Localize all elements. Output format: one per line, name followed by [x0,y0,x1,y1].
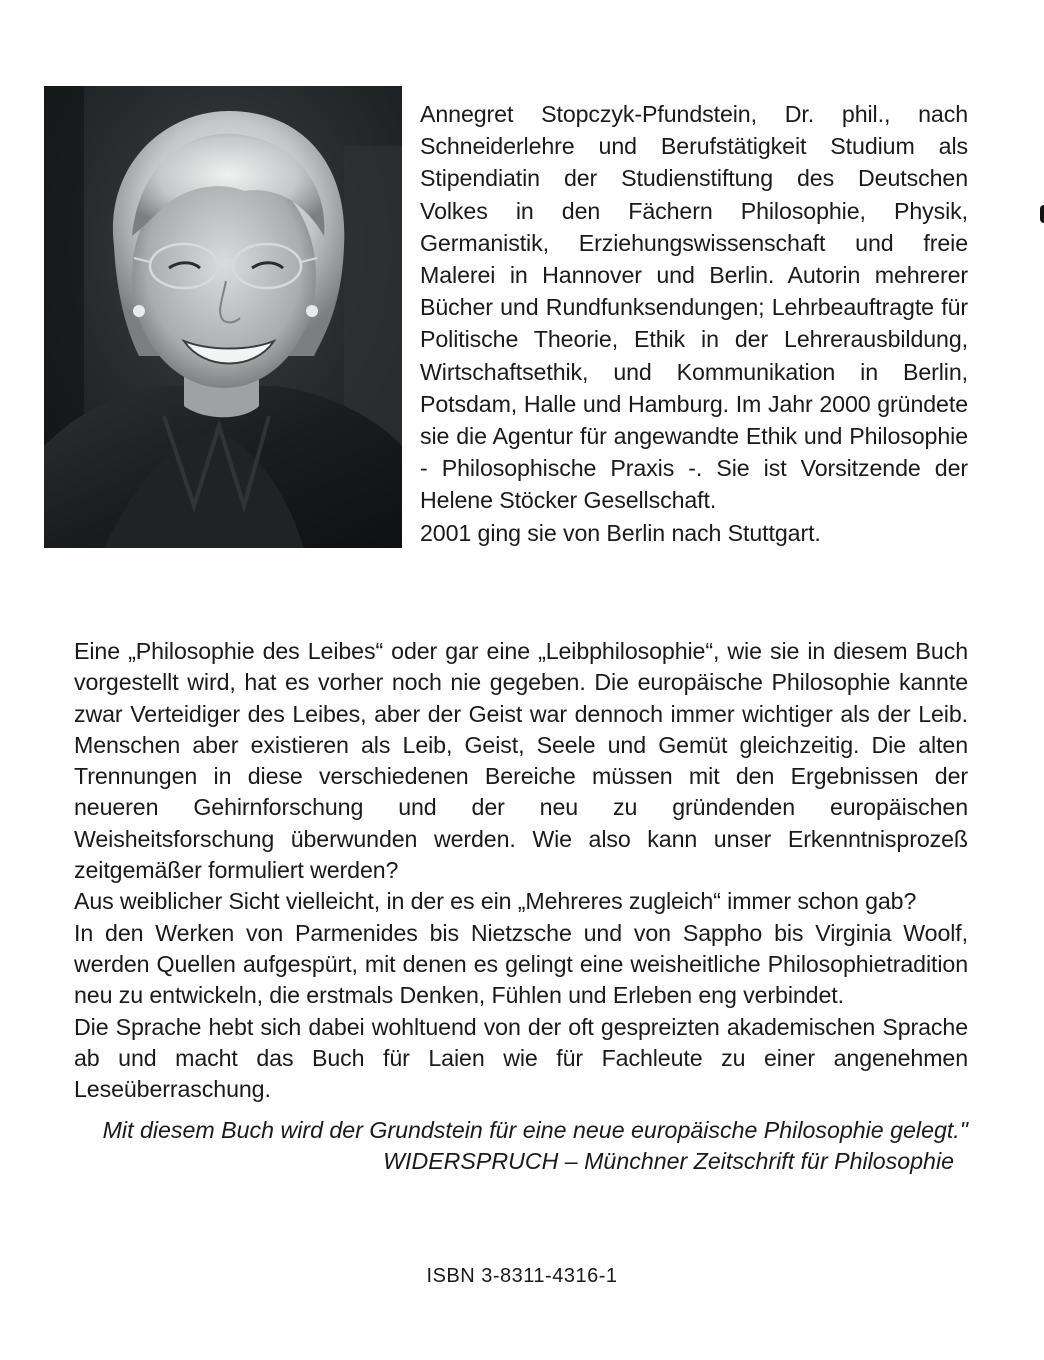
edge-mark [1040,205,1044,223]
description-paragraph-1: Eine „Philosophie des Leibes“ oder gar eine „Leibphilosophie“, wie sie in diesem Buch vorgestellt wird, hat es vorher noch nie gegeben. Die europäische Philosophie kannte zwar Verteidiger des Leibes, aber der Geist war dennoch immer wichtiger als der Leib. Menschen aber existieren als Leib, Geist, Seele und Gemüt gleichzeitig. Die alten Trennungen in diese verschiedenen Bereiche müssen mit den Ergebnissen der neueren Gehirnforschung und der neu zu gründenden europäischen Weisheitsforschung überwunden werden. Wie also kann unser Erkenntnisprozeß zeitgemäßer formuliert werden? [74,638,968,884]
quote-text: Mit diesem Buch wird der Grundstein für eine neue europäische Philosophie gelegt." [102,1117,968,1143]
isbn-number: ISBN 3-8311-4316-1 [426,1265,618,1287]
author-portrait-image [44,86,402,548]
quote-source: WIDERSPRUCH – Münchner Zeitschrift für Philosophie [383,1148,954,1175]
description-paragraph-3: In den Werken von Parmenides bis Nietzsche und von Sappho bis Virginia Woolf, werden Quellen aufgespürt, mit denen es gelingt eine weisheitliche Philosophietradition neu zu entwickeln, die erstmals Denken, Fühlen und Erleben eng verbindet. [74,919,968,1009]
author-bio-text: Annegret Stopczyk-Pfundstein, Dr. phil., nach Schneiderlehre und Berufstätigkeit Studium als Stipendiatin der Studienstiftung des Deutschen Volkes in den Fächern Philosophie, Physik, Germanistik, Erziehungswissenschaft und freie Malerei in Hannover und Berlin. Autorin mehrerer Bücher und Rundfunksendungen; Lehrbeauftragte für Politische Theorie, Ethik in der Lehrerausbildung, Wirtschaftsethik, und Kommunikation in Berlin, Potsdam, Halle und Hamburg. Im Jahr 2000 gründete sie die Agentur für angewandte Ethik und Philosophie - Philosophische Praxis -. Sie ist Vorsitzende der Helene Stöcker Gesellschaft. [420,101,968,514]
description-paragraph-4: Die Sprache hebt sich dabei wohltuend von der oft gespreizten akademischen Sprache ab und macht das Buch für Laien wie für Fachleute zu einer angenehmen Leseüberraschung. [74,1013,968,1103]
book-description [74,636,968,1105]
description-paragraph-2: Aus weiblicher Sicht vielleicht, in der es ein „Mehreres zugleich“ immer schon gab? [74,888,917,915]
author-portrait [44,86,402,548]
author-bio-last-line: 2001 ging sie von Berlin nach Stuttgart. [420,519,821,546]
author-bio [420,98,968,549]
review-quote [74,1115,968,1178]
